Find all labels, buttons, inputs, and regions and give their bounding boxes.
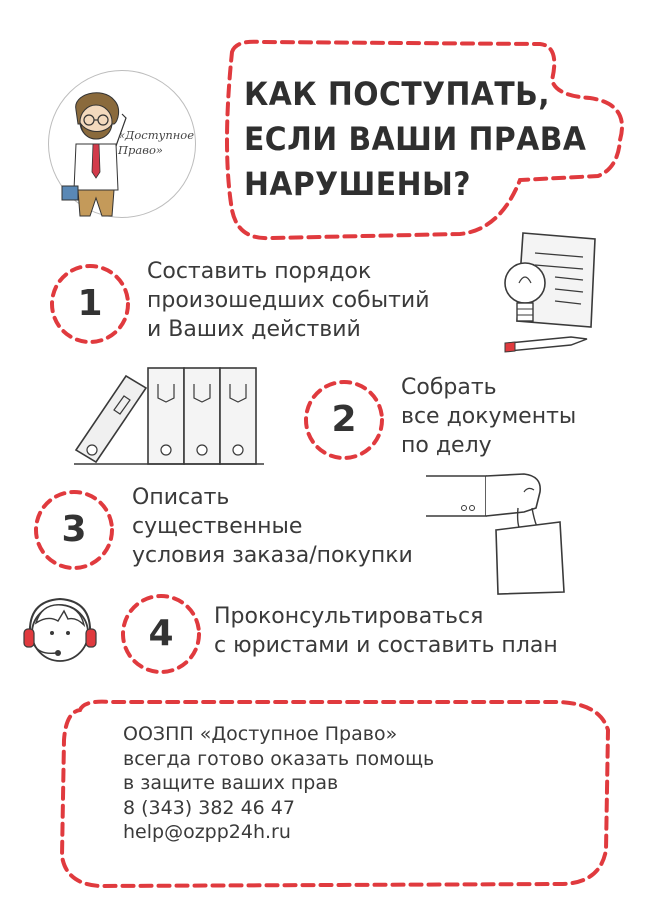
- contact-email: help@ozpp24h.ru: [123, 821, 291, 843]
- step-3-text: Описать существенные условия заказа/покупки: [132, 485, 413, 568]
- contact-line: в защите ваших прав: [123, 772, 339, 794]
- step-4-number: 4: [148, 613, 174, 654]
- title-line: КАК ПОСТУПАТЬ,: [244, 75, 551, 113]
- title-line: НАРУШЕНЫ?: [244, 165, 471, 203]
- step-2-text: Собрать все документы по делу: [401, 375, 577, 458]
- step-1-text: Составить порядок произошедших событий и Ваших действий: [147, 259, 430, 342]
- contact-phone: 8 (343) 382 46 47: [123, 796, 295, 819]
- step-1-number: 1: [77, 283, 103, 324]
- step-4-text: Проконсультироваться с юристами и составить план: [214, 604, 558, 658]
- step-2-number: 2: [331, 399, 357, 440]
- contact-line: всегда готово оказать помощь: [123, 747, 435, 770]
- contact-info: [123, 722, 543, 845]
- step-3-number: 3: [61, 509, 87, 550]
- logo-name: «Доступное Право»: [118, 128, 195, 157]
- title-line: ЕСЛИ ВАШИ ПРАВА: [244, 120, 587, 158]
- contact-org: ООЗПП «Доступное Право»: [123, 723, 398, 745]
